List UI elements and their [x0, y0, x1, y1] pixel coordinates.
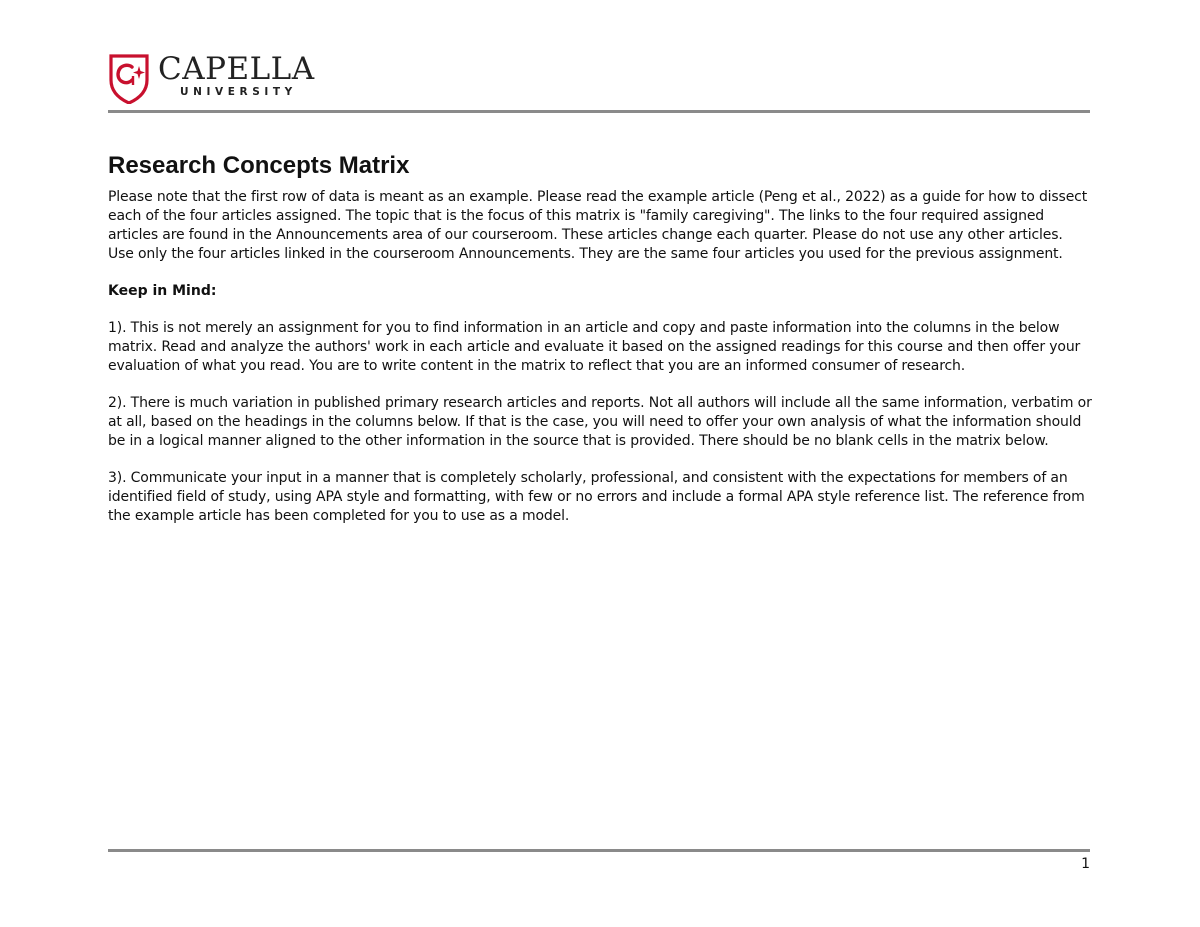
- point-3: 3). Communicate your input in a manner that is completely scholarly, professional, and consistent with the expectations for members of an identified field of study, using APA style and formatting, with few or no errors and include a formal APA style reference list. The reference from the example article has been completed for you to use as a model.: [108, 470, 1085, 524]
- document-body: [108, 150, 1092, 544]
- logo-name: CAPELLA: [158, 51, 315, 87]
- point-1: 1). This is not merely an assignment for you to find information in an article and copy and paste information into the columns in the below matrix. Read and analyze the authors' work in each article and evaluate it based on the assigned readings for this course and then offer your evaluation of what you read. You are to write content in the matrix to reflect that you are an informed consumer of research.: [108, 320, 1081, 374]
- page-title: Research Concepts Matrix: [108, 152, 410, 179]
- capella-shield-icon: [108, 52, 150, 104]
- intro-paragraph: Please note that the first row of data is meant as an example. Please read the example article (Peng et al., 2022) as a guide for how to dissect each of the four articles assigned. The topic that is the focus of this matrix is "family caregiving". The links to the four required assigned articles are found in the Announcements area of our courseroom. These articles change each quarter. Please do not use any other articles. Use only the four articles linked in the courseroom Announcements. They are the same four articles you used for the previous assignment.: [108, 189, 1088, 262]
- logo-subtitle: UNIVERSITY: [180, 86, 297, 98]
- header-divider: [108, 110, 1090, 113]
- keep-in-mind-heading: Keep in Mind:: [108, 283, 217, 299]
- footer-divider: [108, 849, 1090, 852]
- point-2: 2). There is much variation in published primary research articles and reports. Not all authors will include all the same information, verbatim or at all, based on the headings in the columns below. If that is the case, you will need to offer your own analysis of what the information should be in a logical manner aligned to the other information in the source that is provided. There should be no blank cells in the matrix below.: [108, 395, 1092, 449]
- capella-logo: [108, 52, 315, 104]
- page-number: 1: [1081, 856, 1090, 872]
